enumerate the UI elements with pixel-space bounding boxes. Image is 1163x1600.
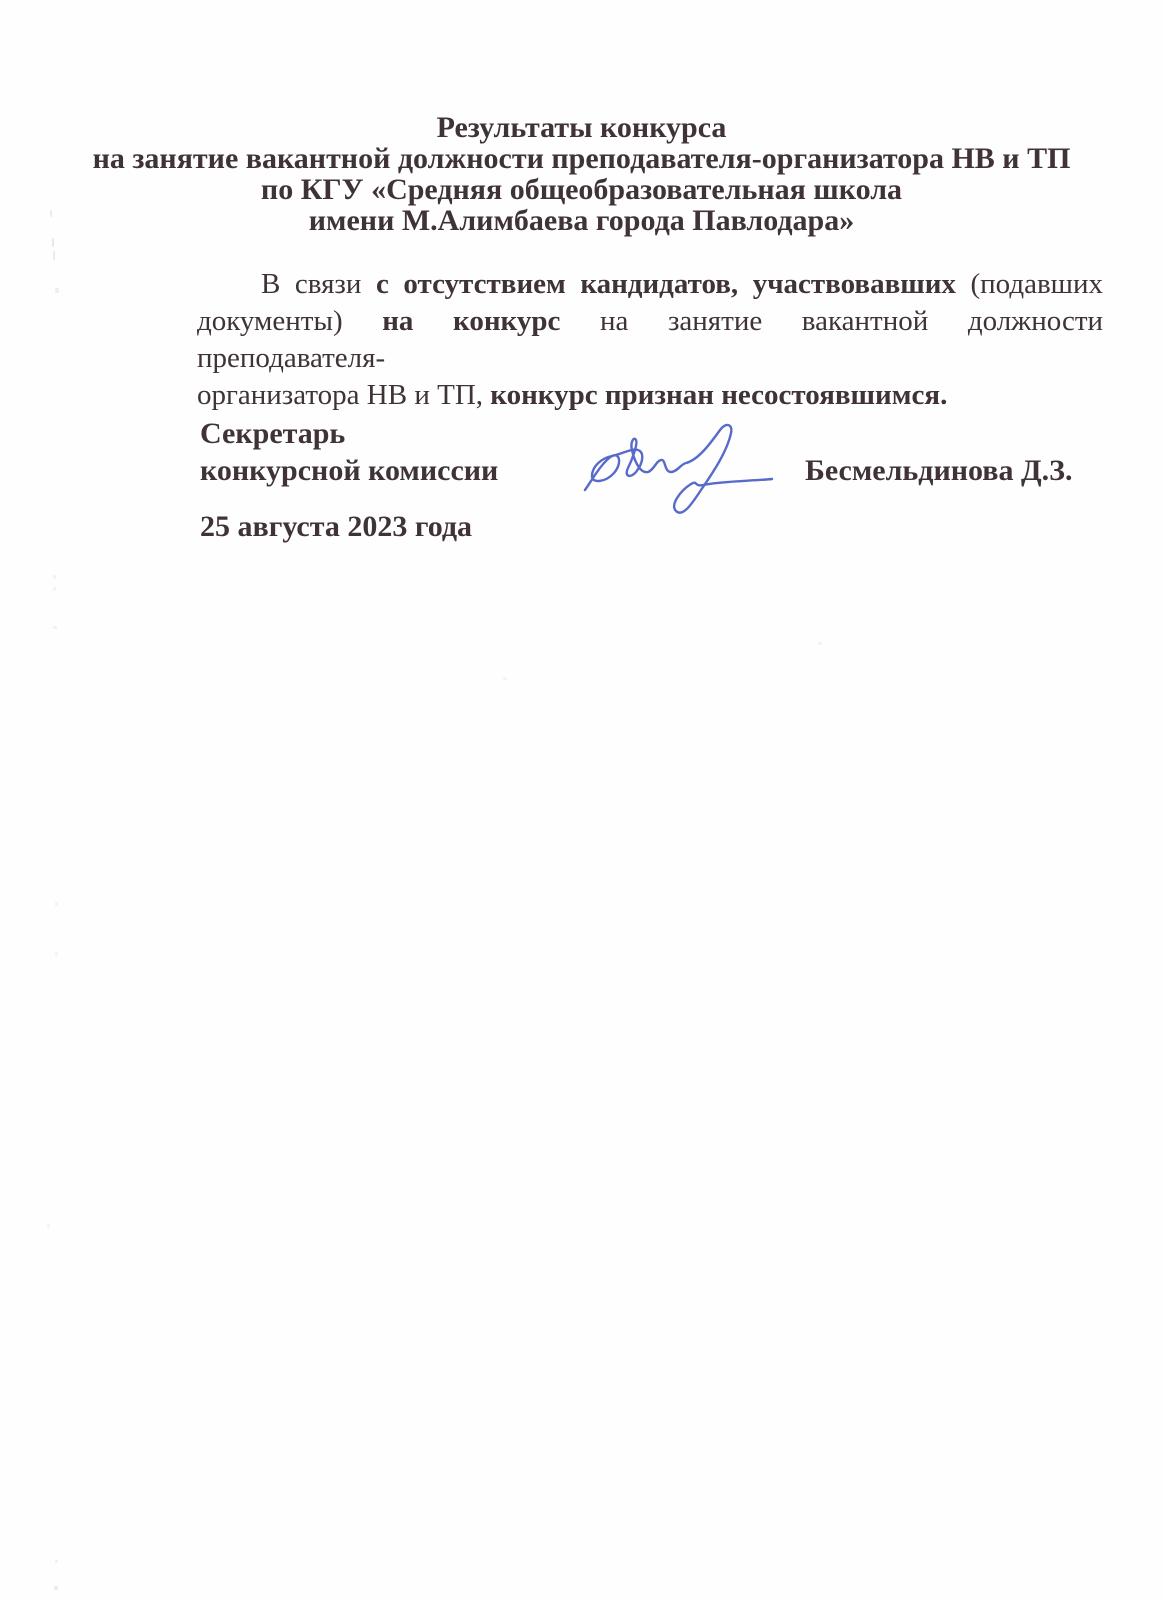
scan-speck	[52, 238, 54, 247]
text-segment: документы)	[197, 305, 383, 337]
scan-speck	[55, 1560, 58, 1563]
text-segment: на занятие вакантной должности преподавателя-	[197, 305, 1104, 374]
text-segment: с отсутствием кандидатов, участвовавших	[375, 268, 971, 300]
scan-speck	[47, 1224, 50, 1228]
document-title	[0, 112, 1163, 236]
body-paragraph	[197, 266, 1103, 414]
scan-speck	[55, 952, 58, 956]
scan-speck	[55, 288, 59, 293]
signer-role	[200, 415, 498, 489]
title-line-4: имени М.Алимбаева города Павлодара»	[308, 204, 855, 237]
text-segment: (подавших	[970, 268, 1103, 300]
body-line-2	[197, 303, 1103, 377]
scan-speck	[53, 251, 55, 260]
signer-role-line-1: Секретарь	[200, 417, 346, 450]
text-segment: конкурс признан несостоявшимся.	[490, 379, 948, 411]
scan-speck	[54, 1586, 58, 1590]
scan-speck	[53, 626, 57, 629]
body-line-1	[197, 266, 1103, 303]
scan-speck	[53, 575, 56, 579]
scan-speck	[55, 902, 58, 906]
signature	[540, 398, 790, 533]
text-segment: В связи	[261, 268, 376, 300]
scan-speck	[53, 587, 56, 591]
signer-role-line-2: конкурсной комиссии	[200, 454, 499, 487]
text-segment: организатора НВ и ТП,	[197, 379, 491, 411]
scan-speck	[503, 677, 507, 680]
title-line-1: Результаты конкурса	[436, 111, 727, 144]
title-line-3: по КГУ «Средняя общеобразовательная школа	[260, 173, 903, 206]
signer-name: Бесмельдинова Д.З.	[805, 454, 1073, 487]
text-segment: на конкурс	[382, 305, 600, 337]
title-line-2: на занятие вакантной должности преподавателя-организатора НВ и ТП	[92, 142, 1071, 175]
document-date: 25 августа 2023 года	[200, 510, 473, 543]
scan-speck	[818, 642, 822, 645]
